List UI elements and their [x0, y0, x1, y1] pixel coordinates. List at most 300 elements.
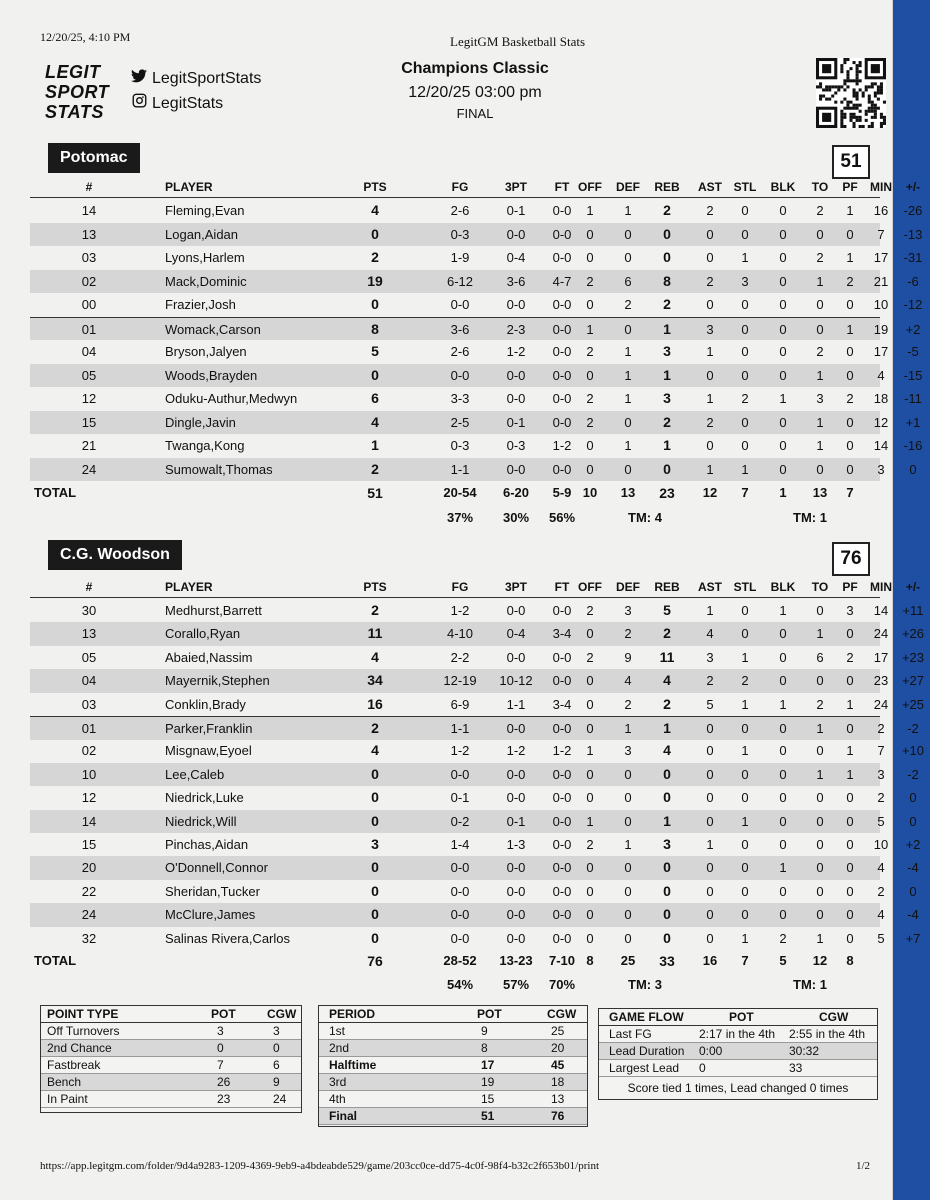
player-stat-cell: 1 — [586, 813, 594, 829]
player-stat-cell: 0 — [779, 766, 787, 782]
player-stat-cell: 17 — [873, 250, 889, 265]
player-stat-cell: 2 — [846, 649, 854, 665]
player-stat-cell: 0 — [779, 626, 787, 642]
column-header: 3PT — [504, 580, 527, 594]
player-stat-cell: 10 — [873, 837, 889, 852]
player-stat-cell: 3 — [624, 743, 632, 759]
player-stat-cell: 0 — [741, 883, 749, 899]
summary-cell: 9 — [273, 1075, 280, 1089]
player-stat-cell: 1-1 — [450, 721, 470, 736]
summary-cell: Last FG — [609, 1027, 652, 1041]
summary-cell: 15 — [481, 1092, 495, 1106]
player-stat-cell: 0-0 — [552, 344, 572, 359]
total-ast: 12 — [702, 485, 718, 500]
player-stat-cell: 0 — [741, 837, 749, 852]
game-flow-cgw: CGW — [819, 1010, 849, 1024]
player-stat-cell: McClure,James — [165, 907, 256, 923]
column-header: TO — [811, 580, 829, 594]
total-def: 13 — [620, 485, 636, 500]
print-footer — [40, 1160, 880, 1176]
player-stat-cell: 0-0 — [552, 603, 572, 618]
player-stat-cell: 1 — [846, 250, 854, 265]
player-stat-cell: 19 — [367, 272, 383, 289]
player-stat-cell: 0 — [846, 860, 854, 876]
team-bar — [30, 540, 880, 578]
player-stat-cell: 0 — [741, 860, 749, 876]
player-row — [30, 364, 923, 388]
player-stat-cell: 2 — [706, 273, 714, 289]
player-stat-cell: 3-6 — [506, 273, 526, 289]
player-stat-cell: 0 — [663, 882, 671, 899]
player-stat-cell: 0-0 — [506, 226, 526, 242]
player-row — [30, 669, 925, 693]
team-name: Potomac — [48, 143, 140, 173]
player-stat-cell: 0-0 — [552, 297, 572, 312]
summary-row — [319, 1108, 587, 1125]
player-stat-cell: Woods,Brayden — [165, 367, 258, 383]
player-stat-cell: 0 — [741, 438, 749, 453]
player-stat-cell: 5 — [371, 343, 379, 359]
player-row — [30, 927, 921, 951]
player-row — [30, 693, 925, 717]
player-stat-cell: 0 — [586, 673, 594, 689]
column-header: PF — [842, 580, 858, 594]
player-stat-cell: 1 — [816, 626, 824, 642]
player-stat-cell: 8 — [663, 272, 671, 289]
player-stat-cell: 30 — [81, 603, 97, 618]
player-stat-cell: 0 — [371, 225, 379, 242]
summary-cell: 19 — [481, 1075, 495, 1089]
player-stat-cell: 2 — [663, 202, 671, 218]
player-stat-cell: 7 — [877, 743, 885, 759]
player-stat-cell: 1 — [586, 203, 594, 218]
player-row — [30, 387, 922, 411]
player-stat-cell: 0-0 — [552, 321, 572, 337]
player-stat-cell: 1-2 — [450, 603, 470, 618]
player-stat-cell: 1 — [816, 414, 824, 430]
player-stat-cell: 1 — [624, 344, 632, 359]
player-stat-cell: 0 — [706, 860, 714, 876]
player-stat-cell: 0 — [846, 461, 854, 477]
total-off: 10 — [582, 485, 598, 500]
player-stat-cell: 0 — [706, 721, 714, 736]
total-blk: 1 — [779, 485, 787, 500]
column-header: DEF — [616, 180, 640, 194]
player-stat-cell: 0 — [816, 603, 824, 618]
ft-percentage: 70% — [548, 977, 576, 992]
player-stat-cell: 0 — [779, 743, 787, 759]
player-stat-cell: 2 — [624, 696, 632, 712]
player-stat-cell: 0 — [741, 297, 749, 312]
player-stat-cell: 1 — [741, 696, 749, 712]
player-stat-cell: 0 — [586, 461, 594, 477]
player-stat-cell: 24 — [81, 461, 97, 477]
team-bar — [30, 143, 880, 181]
player-stat-cell: 22 — [81, 883, 97, 899]
summary-row — [41, 1057, 301, 1074]
player-stat-cell: 0 — [779, 344, 787, 359]
player-stat-cell: 3 — [877, 461, 885, 477]
player-stat-cell: 14 — [873, 438, 889, 453]
column-header: +/- — [905, 580, 921, 594]
column-header: MIN — [870, 180, 892, 194]
summary-cell: 13 — [551, 1092, 565, 1106]
player-stat-cell: 0 — [741, 603, 749, 618]
twitter-handle-text: LegitSportStats — [152, 70, 262, 87]
player-stat-cell: 1 — [741, 461, 749, 477]
column-header: PLAYER — [165, 580, 213, 594]
player-stat-cell: -2 — [907, 721, 919, 736]
column-header: FT — [554, 180, 570, 194]
player-stat-cell: 1 — [624, 203, 632, 218]
player-row — [30, 223, 923, 247]
player-stat-cell: 3 — [846, 603, 854, 618]
player-stat-cell: 9 — [624, 649, 632, 665]
total-pts: 76 — [367, 953, 383, 969]
player-stat-cell: 3 — [624, 603, 632, 618]
player-stat-cell: 24 — [873, 626, 889, 642]
player-stat-cell: 4 — [624, 673, 632, 689]
player-stat-cell: 0 — [663, 906, 671, 923]
player-stat-cell: Lee,Caleb — [165, 766, 225, 782]
player-stat-cell: 2 — [624, 297, 632, 312]
summary-cell: 18 — [551, 1075, 565, 1089]
logo-line-1: LEGIT — [45, 62, 101, 82]
summary-row — [41, 1091, 301, 1108]
player-stat-cell: 2 — [741, 391, 749, 406]
player-stat-cell: 5 — [877, 930, 885, 946]
instagram-handle-text: LegitStats — [152, 95, 224, 112]
player-stat-cell: 0 — [846, 837, 854, 852]
player-stat-cell: 0 — [706, 367, 714, 383]
player-stat-cell: 0-0 — [552, 721, 572, 736]
player-stat-cell: 0-0 — [552, 226, 572, 242]
player-stat-cell: 4 — [371, 202, 379, 218]
summary-cell: 4th — [329, 1092, 346, 1106]
player-stat-cell: 0-0 — [506, 930, 526, 946]
player-stat-cell: Fleming,Evan — [165, 203, 245, 218]
player-stat-cell: 0 — [706, 250, 714, 265]
player-stat-cell: Sheridan,Tucker — [165, 883, 260, 899]
player-stat-cell: 3 — [663, 836, 671, 852]
summary-cell: 2nd — [329, 1041, 350, 1055]
player-stat-cell: 0 — [846, 226, 854, 242]
player-stat-cell: 0 — [624, 766, 632, 782]
player-stat-cell: 1 — [663, 812, 671, 829]
player-stat-cell: 0-3 — [450, 438, 470, 453]
player-stat-cell: 10-12 — [499, 673, 533, 689]
summary-cell: Bench — [47, 1075, 82, 1089]
player-stat-cell: 0 — [741, 344, 749, 359]
period-pot: POT — [477, 1007, 502, 1021]
player-stat-cell: -16 — [903, 438, 923, 453]
player-stat-cell: 2 — [816, 696, 824, 712]
total-def: 25 — [620, 953, 636, 968]
player-stat-cell: 1 — [779, 391, 787, 406]
player-stat-cell: 0 — [706, 226, 714, 242]
player-stat-cell: 0 — [663, 225, 671, 242]
page-url: https://app.legitgm.com/folder/9d4a9283-1209-4369-9eb9-a4bdeabde529/game/203cc0ce-dd75-4c0f-98f4-b32c2f653b01/print — [40, 1160, 600, 1172]
game-flow-header — [599, 1009, 877, 1026]
player-stat-cell: 1-2 — [506, 344, 526, 359]
player-stat-cell: 1 — [624, 837, 632, 852]
player-stat-cell: 0 — [741, 626, 749, 642]
summary-cell: 45 — [551, 1058, 565, 1072]
summary-row — [319, 1091, 587, 1108]
player-stat-cell: Conklin,Brady — [165, 696, 246, 712]
player-stat-cell: 0-0 — [506, 907, 526, 923]
player-stat-cell: 0 — [909, 813, 917, 829]
player-stat-cell: 0-0 — [552, 907, 572, 923]
player-stat-cell: 2-6 — [450, 344, 470, 359]
player-stat-cell: 03 — [81, 696, 97, 712]
player-stat-cell: 0 — [371, 929, 379, 946]
player-row — [30, 434, 923, 458]
player-stat-cell: 0 — [779, 414, 787, 430]
player-stat-cell: 0 — [779, 813, 787, 829]
player-stat-cell: 1 — [816, 273, 824, 289]
point-type-table — [40, 1005, 302, 1113]
player-row — [30, 833, 921, 857]
player-stat-cell: 0 — [846, 790, 854, 806]
player-stat-cell: 1 — [586, 743, 594, 759]
player-stat-cell: Frazier,Josh — [165, 297, 236, 312]
player-stat-cell: 0 — [816, 813, 824, 829]
player-stat-cell: 23 — [873, 673, 889, 689]
column-header: MIN — [870, 580, 892, 594]
player-stat-cell: 1 — [586, 321, 594, 337]
player-stat-cell: 0-0 — [506, 603, 526, 618]
totals-label: TOTAL — [34, 485, 77, 500]
player-stat-cell: 1 — [663, 437, 671, 453]
player-stat-cell: 14 — [81, 813, 97, 829]
player-stat-cell: 0-0 — [552, 673, 572, 689]
summary-cell: 0:00 — [699, 1044, 723, 1058]
summary-cell: 0 — [699, 1061, 706, 1075]
player-stat-cell: 0 — [371, 812, 379, 829]
team-totals-row — [30, 951, 880, 971]
column-header: TO — [811, 180, 829, 194]
player-stat-cell: 3 — [706, 321, 714, 337]
player-stat-cell: 0-0 — [450, 860, 470, 876]
print-header — [40, 30, 872, 48]
player-stat-cell: 0 — [909, 461, 917, 477]
player-stat-cell: 15 — [81, 837, 97, 852]
player-stat-cell: 2 — [877, 721, 885, 736]
player-stat-cell: 21 — [81, 438, 97, 453]
player-stat-cell: 14 — [81, 203, 97, 218]
player-stat-cell: 4 — [706, 626, 714, 642]
summary-row — [319, 1057, 587, 1074]
player-stat-cell: 0-3 — [450, 226, 470, 242]
player-stat-cell: 01 — [81, 321, 97, 337]
player-stat-cell: 0 — [846, 344, 854, 359]
event-name: Champions Classic — [401, 60, 549, 77]
player-stat-cell: 0 — [371, 882, 379, 899]
player-stat-cell: 16 — [367, 695, 383, 712]
team-percentages-row — [30, 976, 880, 994]
player-stat-cell: 0 — [779, 367, 787, 383]
period-scores-table — [318, 1005, 588, 1127]
player-stat-cell: 16 — [873, 203, 889, 218]
player-stat-cell: 05 — [81, 649, 97, 665]
player-stat-cell: 1 — [741, 813, 749, 829]
column-header-row — [30, 580, 921, 598]
player-stat-cell: 1 — [663, 720, 671, 736]
player-stat-cell: 0 — [816, 860, 824, 876]
player-stat-cell: 1 — [741, 250, 749, 265]
total-blk: 5 — [779, 953, 787, 968]
game-flow-title: GAME FLOW — [609, 1010, 684, 1024]
player-stat-cell: 0-0 — [506, 721, 526, 736]
game-flow-table — [598, 1008, 878, 1100]
twitter-icon — [130, 66, 148, 91]
player-stat-cell: 2 — [816, 344, 824, 359]
player-stat-cell: 3-4 — [552, 696, 572, 712]
player-stat-cell: 0-0 — [552, 203, 572, 218]
player-stat-cell: 0 — [846, 626, 854, 642]
player-stat-cell: Niedrick,Luke — [165, 790, 244, 806]
player-stat-cell: 10 — [873, 297, 889, 312]
player-stat-cell: 0 — [909, 883, 917, 899]
player-stat-cell: 2 — [586, 391, 594, 406]
player-stat-cell: 0 — [741, 203, 749, 218]
player-stat-cell: 0 — [816, 837, 824, 852]
player-stat-cell: 2 — [877, 790, 885, 806]
player-stat-cell: 5 — [877, 813, 885, 829]
player-stat-cell: 6 — [371, 390, 379, 406]
player-stat-cell: 4 — [877, 907, 885, 923]
player-stat-cell: 2 — [706, 203, 714, 218]
player-stat-cell: 0 — [663, 789, 671, 806]
player-stat-cell: 0 — [706, 297, 714, 312]
player-stat-cell: 10 — [81, 766, 97, 782]
column-header: AST — [698, 180, 722, 194]
player-stat-cell: 2 — [371, 460, 379, 477]
player-stat-cell: 3 — [371, 836, 379, 852]
player-stat-cell: 0 — [624, 250, 632, 265]
player-stat-cell: 24 — [873, 696, 889, 712]
player-stat-cell: 0 — [586, 696, 594, 712]
player-stat-cell: 0 — [586, 721, 594, 736]
player-stat-cell: -12 — [903, 297, 923, 312]
summary-cell: 24 — [273, 1092, 287, 1106]
player-stat-cell: 2 — [741, 673, 749, 689]
player-stat-cell: 0 — [586, 626, 594, 642]
player-stat-cell: Oduku-Authur,Medwyn — [165, 391, 298, 406]
column-header: # — [85, 180, 93, 194]
player-stat-cell: 2 — [586, 273, 594, 289]
summary-row — [41, 1074, 301, 1091]
player-stat-cell: 1 — [846, 766, 854, 782]
column-header: PTS — [363, 180, 387, 194]
player-stat-cell: 2 — [663, 625, 671, 642]
total-reb: 33 — [659, 953, 675, 969]
player-stat-cell: -26 — [903, 203, 923, 218]
summary-row — [319, 1040, 587, 1057]
total-ast: 16 — [702, 953, 718, 968]
summary-row — [599, 1060, 877, 1077]
player-stat-cell: 3-6 — [450, 321, 470, 337]
player-stat-cell: 0 — [741, 367, 749, 383]
player-stat-cell: 2-2 — [450, 649, 470, 665]
print-title: LegitGM Basketball Stats — [450, 34, 586, 49]
player-stat-cell: 0 — [706, 766, 714, 782]
player-stat-cell: Mayernik,Stephen — [165, 673, 270, 689]
player-stat-cell: 21 — [873, 273, 889, 289]
player-stat-cell: 1-9 — [450, 250, 470, 265]
player-stat-cell: 01 — [81, 721, 97, 736]
player-stat-cell: 7 — [877, 226, 885, 242]
player-stat-cell: 00 — [81, 297, 97, 312]
game-flow-pot: POT — [729, 1010, 754, 1024]
player-stat-cell: 0 — [706, 790, 714, 806]
player-stat-cell: 1 — [624, 391, 632, 406]
summary-cell: 2:55 in the 4th — [789, 1027, 866, 1041]
summary-cell: 1st — [329, 1024, 346, 1038]
player-stat-cell: 4 — [663, 742, 671, 759]
player-stat-cell: 0-0 — [450, 907, 470, 923]
total-tp: 6-20 — [502, 485, 530, 500]
qr-code — [816, 58, 886, 128]
total-off: 8 — [586, 953, 594, 968]
point-type-header — [41, 1006, 301, 1023]
player-stat-cell: 3-4 — [552, 626, 572, 642]
player-stat-cell: 1 — [624, 721, 632, 736]
player-stat-cell: 1-4 — [450, 837, 470, 852]
player-stat-cell: 2 — [663, 413, 671, 430]
player-stat-cell: 0 — [779, 649, 787, 665]
player-stat-cell: 1 — [846, 743, 854, 759]
summary-cell: 17 — [481, 1058, 495, 1072]
player-stat-cell: 0 — [816, 790, 824, 806]
player-stat-cell: 1 — [741, 649, 749, 665]
player-stat-cell: 2-6 — [450, 203, 470, 218]
player-stat-cell: 2 — [586, 649, 594, 665]
player-stat-cell: 1 — [846, 696, 854, 712]
player-stat-cell: 3-3 — [450, 391, 470, 406]
player-row — [30, 786, 917, 810]
player-stat-cell: 1 — [663, 320, 671, 337]
three-point-percentage: 57% — [502, 977, 530, 992]
player-stat-cell: +23 — [901, 649, 925, 665]
player-stat-cell: 0 — [586, 297, 594, 312]
summary-cell: 8 — [481, 1041, 488, 1055]
player-stat-cell: 0 — [741, 414, 749, 430]
player-stat-cell: 2 — [779, 930, 787, 946]
player-row — [30, 599, 924, 623]
logo-line-2: SPORT — [45, 82, 110, 102]
player-stat-cell: 0-1 — [450, 790, 470, 806]
player-stat-cell: 12 — [873, 414, 889, 430]
player-stat-cell: 0 — [371, 296, 379, 312]
total-fg: 20-54 — [443, 485, 477, 500]
player-stat-cell: 11 — [659, 648, 675, 665]
player-row — [30, 739, 925, 763]
player-stat-cell: 0 — [816, 297, 824, 312]
player-stat-cell: 4 — [877, 367, 885, 383]
player-stat-cell: +26 — [901, 626, 925, 642]
player-stat-cell: 32 — [81, 930, 97, 946]
player-stat-cell: 6-12 — [446, 273, 474, 289]
player-stat-cell: 0 — [741, 226, 749, 242]
player-stat-cell: 4 — [371, 648, 379, 665]
player-stat-cell: 0 — [624, 414, 632, 430]
summary-cell: 0 — [273, 1041, 280, 1055]
player-stat-cell: O'Donnell,Connor — [165, 860, 268, 876]
column-header: FG — [451, 180, 469, 194]
legit-sport-stats-logo — [45, 62, 125, 122]
